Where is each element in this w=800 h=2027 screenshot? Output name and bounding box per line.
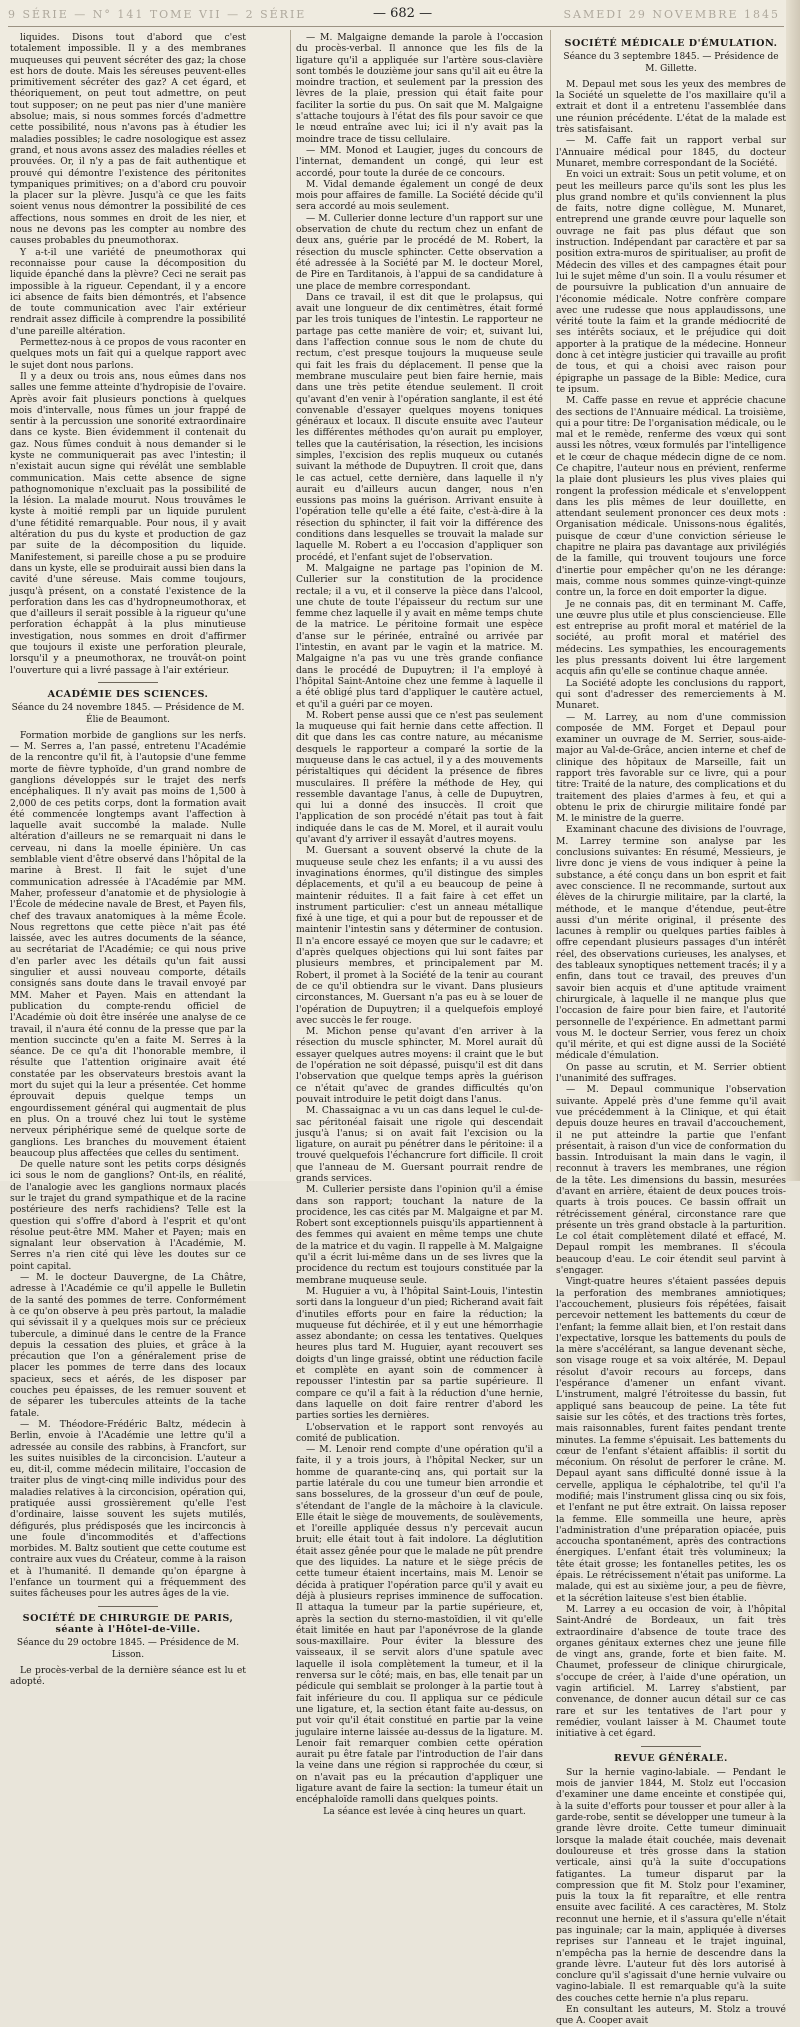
running-head bbox=[8, 4, 780, 26]
section-subtitle-academie: Séance du 24 novembre 1845. — Présidence de M. Élie de Beaumont. bbox=[11, 703, 245, 725]
paragraph: M. Michon pense qu'avant d'en arriver à la résection du muscle sphincter, M. Morel aurait dû essayer quelques autres moyens: il craint que le but de l'opération ne soit dépassé, puisqu'il est dit dans l'observation que quelque temps après la guérison ce n'était qu'avec de grandes difficultés qu'on pouvait introduire le petit doigt dans l'anus. bbox=[296, 1026, 543, 1105]
paragraph: — MM. Monod et Laugier, juges du concours de l'internat, demandent un congé, qui leur est accordé, pour toute la durée de ce concours. bbox=[296, 144, 543, 179]
paragraph: — M. Depaul communique l'observation suivante. Appelé près d'une femme qu'il avait vue précédemment à la Clinique, et qui était depuis douze heures en travail d'accouchement, il ne put atteindre la partie que l'enfant présentait, à raison d'un vice de conformation du bassin. Introduisant la main dans le vagin, il reconnut à travers les membranes, une région de la tête. Les dimensions du bassin, mesurées d'avant en arrière, étaient de deux pouces trois-quarts à trois pouces. Ce bassin offrait un rétrécissement général, circonstance rare que présente un très grand obstacle à la parturition. Le col était complètement dilaté et effacé, M. Depaul rompit les membranes. Il s'écoula beaucoup d'eau. Le coir étendit seul parvint à s'engager. bbox=[556, 1084, 786, 1277]
paragraph: — M. Théodore-Frédéric Baltz, médecin à Berlin, envoie à l'Académie une lettre qu'il a adressée au consile des rabbins, à Francfort, sur les suites nuisibles de la circoncision. L'auteur a eu, dit-il, comme médecin militaire, l'occasion de traiter plus de vingt-cinq mille individus pour des maladies relatives à la circoncision, opération qui, pratiquée aussi grossièrement qu'elle l'est d'ordinaire, laisse souvent les sujets mutilés, défigurés, plus prédisposés que les incirconcis à une foule d'incommodités et d'affections morbides. M. Baltz soutient que cette coutume est contraire aux vues du Créateur, comme à la raison et à l'humanité. Il demande qu'on épargne à l'enfance un tourment qui a fréquemment des suites fâcheuses pour les autres âges de la vie. bbox=[10, 1418, 247, 1600]
paragraph: Il y a deux ou trois ans, nous eûmes dans nos salles une femme atteinte d'hydropisie de l'ovaire. Après avoir fait plusieurs ponctions à quelques mois d'intervalle, nous fûmes un jour frappé de sentir à la percussion une sonorité extraordinaire dans ce kyste. Bien évidemment il contenait du gaz. Nous fûmes conduit à nous demander si le kyste ne communiquerait pas avec l'intestin; il n'existait aucun signe qui révélât une semblable communication. Mais cette absence de signe pathognomonique n'excluait pas la possibilité de la lésion. La malade mourut. Nous trouvâmes le kyste à moitié rempli par un liquide purulent d'une fétidité remarquable. Pour nous, il y avait altération du pus du kyste et production de gaz par suite de la décomposition du liquide. Manifestement, si pareille chose a pu se produire dans un kyste, elle se produirait aussi bien dans la cavité d'une séreuse. Mais comme toujours, jusqu'à présent, on a constaté l'existence de la perforation dans les cas d'hydropneumothorax, et que d'ailleurs il serait possible à la rigueur qu'une perforation échappât à la plus minutieuse investigation, nous sommes en droit d'affirmer que toujours il existe une perforation pleurale, lorsqu'il y a pneumothorax, ne trouvât-on point l'ouverture qui a livré passage à l'air extérieur. bbox=[10, 370, 246, 676]
paragraph: M. Cullerier persiste dans l'opinion qu'il a émise dans son rapport; touchant la nature de la procidence, les cas cités par M. Malgaigne et par M. Robert sont exceptionnels puisqu'ils appartiennent à des femmes qui avaient en même temps une chute de la matrice et du vagin. Il rappelle à M. Malgaigne qu'il a écrit lui-même dans un de ses livres que la procidence du rectum est toujours constituée par la membrane muqueuse seule. bbox=[296, 1184, 543, 1286]
section-subtitle-chirurgie: Séance du 29 octobre 1845. — Présidence de M. Lisson. bbox=[16, 1638, 240, 1660]
paragraph: M. Depaul met sous les yeux des membres de la Société un squelette de l'os maxillaire qu'il a extrait et dont il a entretenu l'assemblée dans une réunion précédente. L'état de la malade est très satisfaisant. bbox=[556, 78, 786, 136]
column-1 bbox=[10, 32, 247, 1688]
section-title-chirurgie: SOCIÉTÉ DE CHIRURGIE DE PARIS, séante à l'Hôtel-de-Ville. bbox=[22, 1612, 234, 1635]
paragraph: Vingt-quatre heures s'étaient passées depuis la perforation des membranes amniotiques; l'accouchement, plusieurs fois répétées, faisait percevoir nettement les battements du cœur de l'enfant; la femme allait bien, et l'on restait dans l'expectative, lorsque les battements du pouls de la mère s'accélérant, sa langue devenant sèche, son visage rouge et sa voix altérée, M. Depaul résolut d'avoir recours au forceps, dans l'espérance d'amener un enfant vivant. L'instrument, malgré l'étroitesse du bassin, fut appliqué sans beaucoup de peine. La tête fut saisie sur les côtés, et des tractions très fortes, mais raisonnables, furent faites pendant trente minutes. La femme s'épuisait. Les battements du cœur de l'enfant s'étaient affaiblis: il sortit du méconium. On résolut de perforer le crâne. M. Depaul ayant sans difficulté donné issue à la cervelle, appliqua le céphalotribe, tel qu'il l'a modifié; mais l'instrument glissa cinq ou six fois, et l'enfant ne put être extrait. On laissa reposer la femme. Elle sommeilla une heure, après l'administration d'une préparation opiacée, puis accoucha spontanément, après des contractions énergiques. L'enfant était très volumineux; la tête était grosse; les fontanelles petites, les os épais. Le rétrécissement n'était pas uniforme. La malade, qui est au sixième jour, a peu de fièvre, et la sécrétion laiteuse s'est bien établie. bbox=[556, 1276, 786, 1604]
header-rule bbox=[8, 26, 784, 27]
paragraph: M. Malgaigne ne partage pas l'opinion de M. Cullerier sur la constitution de la procidence rectale; il a vu, et il conserve la pièce dans l'alcool, une chute de toute l'épaisseur du rectum sur une femme chez laquelle il y avait en même temps chute de la matrice. Le péritoine formait une espèce d'anse sur le périnée, entraîné ou arrivée par l'intestin, en avant par le vagin et la matrice. M. Malgaigne n'a pas vu une très grande confiance dans le procédé de Dupuytren; il l'a employé à l'hôpital Saint-Antoine chez une femme à laquelle il a été obligé plus tard d'appliquer le cautère actuel, et qu'il a guéri par ce moyen. bbox=[296, 562, 543, 710]
running-head-right: SAMEDI 29 NOVEMBRE 1845 bbox=[563, 8, 780, 21]
paragraph: Dans ce travail, il est dit que le prolapsus, qui avait une longueur de dix centimètres, était formé par les trois tuniques de l'intestin. Le rapporteur ne partage pas cette manière de voir; et, suivant lui, dans l'affection connue sous le nom de chute du rectum, c'est presque toujours la muqueuse seule qui fait les frais du déplacement. Il pense que la membrane musculaire peut bien faire hernie, mais dans une très petite étendue seulement. Il croit qu'avant d'en venir à l'opération sanglante, il est été convenable d'essayer quelques moyens toniques généraux et locaux. Il discute ensuite avec l'auteur les différentes méthodes qu'on aurait pu employer, telles que la cautérisation, la résection, les incisions simples, l'excision des replis muqueux ou cutanés suivant la méthode de Dupuytren. Il croit que, dans le cas actuel, cette dernière, dans laquelle il n'y aurait eu d'ailleurs aucun danger, nous n'en eussions pas moins la guérison. Arrivant ensuite à l'opération telle qu'elle a été faite, c'est-à-dire à la résection du sphincter, il fait voir la différence des conditions dans lesquelles se trouvait la malade sur laquelle M. Robert a eu l'occasion d'appliquer son procédé, et l'enfant sujet de l'observation. bbox=[296, 291, 543, 563]
paragraph: — M. Malgaigne demande la parole à l'occasion du procès-verbal. Il annonce que les fils de la ligature qu'il a appliquée sur l'artère sous-clavière sont tombés le douzième jour sans qu'il ait eu être la moindre traction, et seulement par la pression des lèvres de la plaie, pression qui était faite pour faciliter la sortie du pus. On sait que M. Malgaigne s'attache toujours à l'état des fils pour savoir ce que le nœud entraîne avec lui; ici il n'y avait pas la moindre trace de tissu cellulaire. bbox=[296, 32, 543, 145]
paragraph: — M. Larrey, au nom d'une commission composée de MM. Forget et Depaul pour examiner un ouvrage de M. Serrier, sous-aide-major au Val-de-Grâce, ancien interne et chef de clinique des hôpitaux de Marseille, fait un rapport très favorable sur ce livre, qui a pour titre: Traité de la nature, des complications et du traitement des plaies d'armes à feu, et qui a obtenu le prix de chirurgie militaire fondé par M. le ministre de la guerre. bbox=[556, 711, 786, 825]
section-title-emulation: SOCIÉTÉ MÉDICALE D'ÉMULATION. bbox=[564, 38, 778, 49]
paragraph: M. Chassaignac a vu un cas dans lequel le cul-de-sac péritonéal faisait une rigole qui descendait jusqu'à l'anus; si on avait fait l'excision ou la ligature, on aurait pu pénétrer dans le péritoine: il a trouvé quelquefois l'échancrure fort difficile. Il croit que l'anneau de M. Guersant pourrait rendre de grands services. bbox=[296, 1105, 543, 1184]
paragraph: Sur la hernie vagino-labiale. — Pendant le mois de janvier 1844, M. Stolz eut l'occasion d'examiner une dame enceinte et constipée qui, à la suite d'efforts pour tousser et pour aller à la garde-robe, sentit se développer une tumeur à la grande lèvre droite. Cette tumeur diminuait lorsque la malade était couchée, mais devenait douloureuse et très grosse dans la station verticale, ainsi qu'à la suite d'occupations fatigantes. La tumeur disparut par la compression que fit M. Stolz pour l'examiner, puis la toux la fit reparaître, et elle rentra ensuite avec facilité. A ces caractères, M. Stolz reconnut une hernie, et il s'assura qu'elle n'était pas inguinale; car la main, appliquée à diverses reprises sur l'anneau et le trajet inguinal, n'empêcha pas la hernie de descendre dans la grande lèvre. L'auteur fut dès lors autorisé à conclure qu'il s'agissait d'une hernie vulvaire ou vagino-labiale. Il est remarquable qu'à la suite des couches cette hernie n'a plus reparu. bbox=[556, 1766, 786, 2004]
paragraph: On passe au scrutin, et M. Serrier obtient l'unanimité des suffrages. bbox=[556, 1061, 786, 1085]
paragraph: En voici un extrait: Sous un petit volume, et on peut les meilleurs parce qu'ils sont les plus les plus grand nombre et qu'ils conviennent la plus de faits, notre digne collègue, M. Munaret, entreprend une grande œuvre pour laquelle son ouvrage ne fait pas plus défaut que son instruction. Indépendant par caractère et par sa position extra-muros de spiritualiser, au profit de Médecin des villes et des campagnes était pour lui le sujet même d'un soin. Il a voulu résumer et de poursuivre la publication d'un annuaire de l'économie médicale. Notre confrère compare avec une rudesse que nous applaudissons, une vérité toute la faim et la grande médiocrité de ses intérêts sociaux, et le préjudice qui doit apporter à la pratique de la médecine. Honneur donc à cet intègre justicier qui travaille au profit de tous, et qui a choisi avec raison pour épigraphe un passage de la Bible: Medice, cura te ipsum. bbox=[556, 169, 786, 395]
paragraph: Y a-t-il une variété de pneumothorax qui reconnaisse pour cause la décomposition du liquide épanché dans la plèvre? Ceci ne serait pas impossible à la rigueur. Cependant, il y a encore ici absence de faits bien démontrés, et l'absence de toute communication avec l'air extérieur rendrait assez difficile à comprendre la possibilité d'une pareille altération. bbox=[10, 246, 246, 337]
section-divider bbox=[98, 682, 158, 683]
paragraph: M. Robert pense aussi que ce n'est pas seulement la muqueuse qui fait hernie dans cette affection. Il dit que dans les cas contre nature, au mécanisme desquels le rapporteur a comparé la sortie de la muqueuse dans le cas actuel, il y a des mouvements péristaltiques qui décident la présence de fibres musculaires. Il préfère la méthode de Hey, qui ressemble davantage l'anus, à celle de Dupuytren, qui lui a donné des insuccès. Il croit que l'application de son procédé n'était pas tout à fait indiquée dans le cas de M. Morel, et il aurait voulu qu'avant d'y arriver il essayât d'autres moyens. bbox=[296, 709, 543, 846]
section-title-revue: REVUE GÉNÉRALE. bbox=[614, 1752, 728, 1764]
paragraph: — M. Cullerier donne lecture d'un rapport sur une observation de chute du rectum chez un enfant de deux ans, guérie par le procédé de M. Robert, la résection du muscle sphincter. Cette observation a été adressée à la Société par M. le docteur Morel, de Pire en Tarditanois, à l'appui de sa candidature à une place de membre correspondant. bbox=[296, 212, 543, 292]
paragraph: M. Larrey a eu occasion de voir, à l'hôpital Saint-André de Bordeaux, un fait très extraordinaire d'absence de toute trace des organes génitaux externes chez une jeune fille de vingt ans, grande, forte et bien faite. M. Chaumet, professeur de clinique chirurgicale, s'occupe de créer, à l'aide d'une opération, un vagin artificiel. M. Larrey s'abstient, par convenance, de donner aucun détail sur ce cas rare et sur les tentatives de l'art pour y remédier, voulant laisser à M. Chaumet toute initiative à cet égard. bbox=[556, 1603, 786, 1740]
paragraph: Formation morbide de ganglions sur les nerfs. — M. Serres a, l'an passé, entretenu l'Académie de la rencontre qu'il fit, à l'autopsie d'une femme morte de fièvre typhoïde, d'un grand nombre de ganglions développés sur le trajet des nerfs encéphaliques. Il n'y avait pas moins de 1,500 à 2,000 de ces petits corps, dont la formation avait été commencée longtemps avant l'affection à laquelle avait succombé la malade. Nulle altération d'ailleurs ne se remarquait ni dans le cerveau, ni dans la moelle épinière. Un cas semblable vient d'être observé dans l'hôpital de la marine à Brest. Il fait le sujet d'une communication adressée à l'Académie par MM. Maher, professeur d'anatomie et de physiologie à l'École de médecine navale de Brest, et Payen fils, chef des travaux anatomiques à la même École. Nous regrettons que cette pièce n'ait pas été laissée, avec les autres documents de la séance, au secrétariat de l'Académie; ce qui nous prive d'en parler avec les détails qu'un fait aussi singulier et aussi nouveau comporte, détails consignés sans doute dans le travail envoyé par MM. Maher et Payen. Mais en attendant la publication du compte-rendu officiel de l'Académie où doit être insérée une analyse de ce travail, il n'aura été connu de la presse que par la mention succincte qu'en a faite M. Serres à la séance. De ce qu'a dit l'honorable membre, il résulte que l'attention originaire avait été constatée par les observateurs brestois avant la mort du sujet qui la leur a présentée. Cet homme éprouvait depuis quelque temps un engourdissement général qui augmentait de plus en plus. On a trouvé chez lui tout le système nerveux périphérique semé de quelque sorte de ganglions. Les branches du mouvement étaient beaucoup plus affectées que celles du sentiment. bbox=[10, 729, 246, 1159]
paragraph: M. Caffe passe en revue et apprécie chacune des sections de l'Annuaire médical. La troisième, qui a pour titre: De l'organisation médicale, ou le mal et le remède, renferme des vœux qui sont aussi les nôtres, vœux formulés par l'intelligence et le cœur de chaque médecin digne de ce nom. Ce chapitre, l'auteur nous en prévient, renferme la plaie dont plusieurs les plus vives plaies qui rongent la profession médicale et s'enveloppent dans les plis mêmes de leur douillette, en attendant seulement prononcer ces deux mots : Organisation médicale. Unissons-nous égalités, puisque de cœur d'une conviction sérieuse le chapitre ne plaira pas davantage aux privilégiés de la famille, qui trouvent toujours une force d'inertie pour empêcher qu'on ne les dérange: mais, comme nous sommes quinze-vingt-quinze contre un, la force en doit emporter la digue. bbox=[556, 395, 786, 599]
paragraph: Permettez-nous à ce propos de vous raconter en quelques mots un fait qui a quelque rapport avec le sujet dont nous parlons. bbox=[10, 337, 246, 371]
paragraph: M. Vidal demande également un congé de deux mois pour affaires de famille. La Société décide qu'il sera accordé au mois seulement. bbox=[296, 178, 543, 213]
binding-gutter bbox=[786, 0, 800, 1181]
paragraph: De quelle nature sont les petits corps désignés ici sous le nom de ganglions? Ont-ils, en réalité, de l'analogie avec les ganglions normaux placés sur le trajet du grand sympathique et de la racine postérieure des nerfs rachidiens? Telle est la question qui s'offre d'abord à l'esprit et qu'ont résolue peut-être MM. Maher et Payen; mais en signalant leur observation à l'Académie, M. Serres n'a rien cité qui lève les doutes sur ce point capital. bbox=[10, 1159, 246, 1272]
section-divider bbox=[641, 1746, 701, 1747]
column-rule bbox=[550, 30, 551, 1172]
closing-line: La séance est levée à cinq heures un quart. bbox=[323, 1805, 526, 1817]
paragraph: Le procès-verbal de la dernière séance est lu et adopté. bbox=[10, 1664, 246, 1688]
section-subtitle-emulation: Séance du 3 septembre 1845. — Présidence de M. Gillette. bbox=[563, 52, 779, 74]
paragraph: M. Guersant a souvent observé la chute de la muqueuse seule chez les enfants; il a vu aussi des invaginations énormes, qu'il distingue des simples déplacements, et qu'il a eu beaucoup de peine à maintenir réduites. Il a fait faire à cet effet un instrument particulier: c'est un anneau métallique fixé à une tige, et qui a pour but de repousser et de maintenir l'intestin sans y déterminer de contusion. Il n'a encore essayé ce moyen que sur le cadavre; et d'après quelques objections qui lui sont faites par plusieurs membres, et principalement par M. Robert, il promet à la Société de la tenir au courant de ce qu'il obtiendra sur le vivant. Dans plusieurs circonstances, M. Guersant n'a pas eu à se louer de l'opération de Dupuytren; il a quelquefois employé avec succès le fer rouge. bbox=[296, 845, 543, 1026]
paragraph: — M. Caffe fait un rapport verbal sur l'Annuaire médical pour 1845, du docteur Munaret, membre correspondant de la Société. bbox=[556, 135, 786, 169]
paragraph: La Société adopte les conclusions du rapport, qui sont d'adresser des remerciements à M. Munaret. bbox=[556, 677, 786, 712]
paragraph: — M. le docteur Dauvergne, de La Châtre, adresse à l'Académie ce qu'il appelle le Bulletin de la santé des pommes de terre. Conformément à ce qu'on observe à peu près partout, la maladie qui sévissait il y a quelques mois sur ce précieux tubercule, a diminué dans le centre de la France depuis la cessation des pluies, et grâce à la précaution que l'on a généralement prise de placer les pommes de terre dans des locaux spacieux, secs et aérés, de les disposer par couches peu épaisses, de les remuer souvent et de séparer les tubercules atteints de la tache fatale. bbox=[10, 1272, 246, 1419]
section-title-academie: ACADÉMIE DES SCIENCES. bbox=[47, 688, 209, 700]
paragraph: L'observation et le rapport sont renvoyés au comité de publication. bbox=[296, 1421, 543, 1444]
page-number: — 682 — bbox=[373, 6, 433, 21]
paragraph: En consultant les auteurs, M. Stolz a trouvé que A. Cooper avait bbox=[556, 2004, 786, 2027]
paragraph: — M. Lenoir rend compte d'une opération qu'il a faite, il y a trois jours, à l'hôpital Necker, sur un homme de quarante-cinq ans, qui portait sur la partie latérale du cou une tumeur bien arrondie et sans bosselures, de la grosseur d'un œuf de poule, s'étendant de l'angle de la mâchoire à la clavicule. Elle était le siège de mouvements, de soulèvements, et l'oreille appliquée dessus n'y percevait aucun bruit; elle était tout à fait indolore. La déglutition était assez gênée pour que le malade ne pût prendre que des liquides. La nature et le siège précis de cette tumeur étaient incertains, mais M. Lenoir se décida à pratiquer l'opération parce qu'il y avait eu déjà à plusieurs reprises imminence de suffocation. Il attaqua la tumeur par la partie supérieure, et, après la section du sterno-mastoïdien, il vit qu'elle était limitée en haut par l'aponévrose de la glande sous-maxillaire. Pour éviter la blessure des vaisseaux, il se servit alors d'une spatule avec laquelle il isola complètement la tumeur, et il la renversa sur le côté; mais, en bas, elle tenait par un pédicule qui semblait se prolonger à la partie tout à fait inférieure du cou. Il appliqua sur ce pédicule une ligature, et, la section étant faite au-dessus, on put voir qu'il était constitué en partie par la veine jugulaire interne laissée au-dessus de la ligature. M. Lenoir fait remarquer combien cette opération aurait pu être fatale par l'introduction de l'air dans la veine dans une région si rapprochée du cœur, si on n'avait pas eu la précaution d'appliquer une ligature avant de faire la section: la tumeur était un encéphaloïde ramolli dans quelques points. bbox=[296, 1444, 543, 1806]
column-3 bbox=[556, 32, 786, 2027]
column-rule bbox=[290, 30, 291, 1172]
paragraph: M. Huguier a vu, à l'hôpital Saint-Louis, l'intestin sorti dans la longueur d'un pied; Richerand avait fait d'inutiles efforts pour en faire la réduction; la muqueuse fut déchirée, et il y eut une hémorrhagie assez abondante; on cessa les tentatives. Quelques heures plus tard M. Huguier, ayant recouvert ses doigts d'un linge graissé, obtint une réduction facile et complète en ayant soin de commencer à repousser l'intestin par sa partie supérieure. Il compare ce qu'il a fait à la réduction d'une hernie, dans laquelle on doit faire rentrer d'abord les parties sorties les dernières. bbox=[296, 1285, 543, 1422]
paragraph: Examinant chacune des divisions de l'ouvrage, M. Larrey termine son analyse par les conclusions suivantes: En résumé, Messieurs, je livre donc je viens de vous indiquer à peine la substance, a été conçu dans un bon esprit et fait avec conscience. Il ne recommande, surtout aux élèves de la chirurgie militaire, par la clarté, la méthode, et le manque d'étendue, peut-être aussi d'un mérite original, il présente des lacunes à remplir ou quelques parties faibles à offre cependant plusieurs passages d'un intérêt réel, des observations curieuses, les analyses, et des tableaux synoptiques nettement tracés; il y a enfin, dans tout ce travail, des preuves d'un savoir bien acquis et d'une aptitude vraiment chirurgicale, à laquelle il ne manque plus que l'occasion de faire pour bien faire, et l'autorité personnelle de l'expérience. En admettant parmi vous M. le docteur Serrier, vous ferez un choix qu'il mérite, et qui est digne aussi de la Société médicale d'émulation. bbox=[556, 824, 786, 1062]
section-divider bbox=[98, 1606, 158, 1607]
paragraph: liquides. Disons tout d'abord que c'est totalement impossible. Il y a des membranes muqueuses qui peuvent sécréter des gaz; la chose est hors de doute. Mais les séreuses peuvent-elles primitivement sécréter des gaz? A cet égard, et théoriquement, on peut tout admettre, on peut tout supposer; on ne peut pas nier d'une manière absolue; mais, si nous sommes forcés d'admettre cette possibilité, nous n'avons pas à étudier les maladies possibles; le cadre nosologique est assez grand, et nous avons assez des maladies réelles et prouvées. Or, il n'y a pas de fait authentique et prouvé qui démontre l'existence des péritonites tympaniques primitives; on a d'abord cru pouvoir la placer sur la plèvre. Jusqu'à ce que les faits soient venus nous démontrer la possibilité de ces affections, nous sommes en droit de les nier, et nous ne devons pas les compter au nombre des causes probables du pneumothorax. bbox=[10, 32, 246, 247]
paragraph: Je ne connais pas, dit en terminant M. Caffe, une œuvre plus utile et plus consciencieuse. Elle est entreprise au profit moral et matériel de la société, au profit moral et matériel des médecins. Les sympathies, les encouragements les plus pressants doivent lui être largement acquis afin qu'elle se continue chaque année. bbox=[556, 598, 786, 678]
column-2 bbox=[296, 32, 543, 1817]
running-head-left: 9 SÉRIE — N° 141 TOME VII — 2 SÉRIE bbox=[8, 8, 307, 21]
